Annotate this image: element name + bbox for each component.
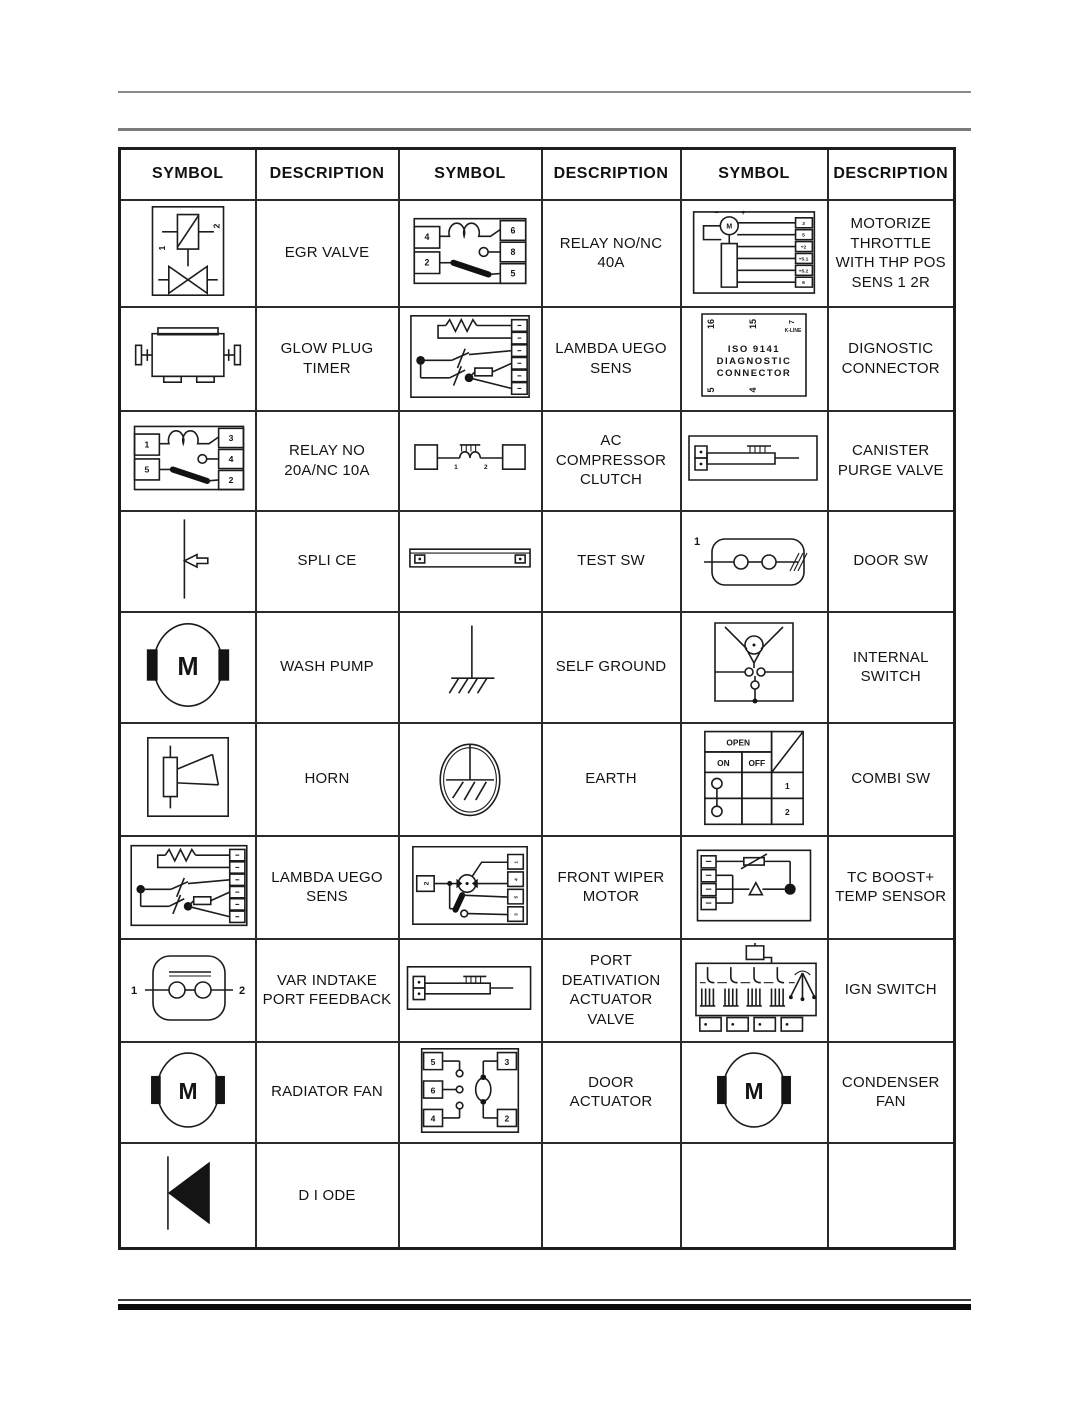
svg-text:+: + — [741, 209, 746, 217]
description-cell: EGR VALVE — [256, 200, 399, 307]
tc-boost-temp-sensor-icon — [687, 841, 821, 929]
header-row — [120, 149, 955, 200]
description-cell: SPLI CE — [256, 511, 399, 612]
egr-valve-icon — [129, 203, 247, 299]
combi-switch-icon — [693, 726, 815, 828]
description-cell: CONDENSER FAN — [828, 1042, 955, 1143]
svg-text:5: 5 — [144, 464, 150, 475]
svg-text:1: 1 — [693, 535, 700, 548]
table-row — [120, 836, 955, 939]
relay-no-20a-nc-10a-icon — [125, 415, 253, 501]
self-ground-icon — [420, 618, 520, 712]
description-cell: INTERNAL SWITCH — [828, 612, 955, 723]
svg-text:1: 1 — [454, 464, 458, 472]
iso-9141-diagnostic-connector-icon — [693, 310, 815, 402]
description-cell: DIGNOSTIC CONNECTOR — [828, 307, 955, 411]
top-rule-thick — [118, 128, 971, 131]
table-row — [120, 612, 955, 723]
svg-text:2: 2 — [484, 464, 488, 472]
svg-text:2: 2 — [424, 257, 430, 268]
svg-text:4: 4 — [228, 453, 234, 464]
table-row — [120, 1143, 955, 1249]
glow-plug-timer-icon — [125, 312, 251, 400]
svg-text:4: 4 — [430, 1113, 436, 1124]
ignition-switch-icon — [686, 942, 826, 1034]
svg-text:4: 4 — [748, 387, 758, 393]
canister-purge-valve-icon — [687, 432, 821, 484]
description-cell: LAMBDA UEGO SENS — [542, 307, 681, 411]
description-cell: DOOR ACTUATOR — [542, 1042, 681, 1143]
svg-text:3: 3 — [802, 221, 805, 227]
horn-icon — [130, 728, 246, 826]
description-cell: HORN — [256, 723, 399, 836]
empty-cell — [681, 1143, 828, 1249]
svg-text:+5.2: +5.2 — [798, 268, 809, 274]
description-cell: DOOR SW — [828, 511, 955, 612]
svg-text:8: 8 — [510, 246, 516, 257]
table-row — [120, 939, 955, 1042]
svg-text:2: 2 — [211, 223, 222, 228]
description-cell: EARTH — [542, 723, 681, 836]
svg-text:2: 2 — [228, 474, 234, 485]
svg-text:6: 6 — [510, 224, 516, 235]
empty-cell — [828, 1143, 955, 1249]
description-cell: LAMBDA UEGO SENS — [256, 836, 399, 939]
table-row — [120, 307, 955, 411]
svg-text:−: − — [714, 209, 719, 217]
svg-text:1: 1 — [514, 860, 520, 864]
svg-text:3: 3 — [504, 1056, 510, 1067]
internal-switch-icon — [696, 615, 812, 715]
svg-text:16: 16 — [706, 318, 716, 330]
description-cell: IGN SWITCH — [828, 939, 955, 1042]
symbol-legend-table — [118, 147, 956, 1250]
ac-compressor-clutch-icon — [406, 430, 534, 486]
svg-text:M: M — [178, 1077, 198, 1104]
lambda-uego-sensor-icon — [125, 840, 253, 930]
svg-text:5: 5 — [514, 895, 520, 898]
description-cell: MOTORIZE THROTTLE WITH THP POS SENS 1 2R — [828, 200, 955, 307]
svg-text:ON: ON — [717, 757, 730, 768]
svg-text:1: 1 — [131, 984, 138, 997]
header-symbol-1: SYMBOL — [120, 149, 256, 200]
table-row — [120, 411, 955, 511]
svg-text:5: 5 — [510, 267, 516, 278]
port-deactivation-actuator-valve-icon — [405, 963, 535, 1013]
test-switch-icon — [406, 541, 534, 577]
svg-text:5: 5 — [706, 387, 716, 393]
bottom-rule-thick — [118, 1304, 971, 1310]
svg-text:4: 4 — [424, 231, 430, 242]
description-cell: FRONT WIPER MOTOR — [542, 836, 681, 939]
description-cell: RELAY NO 20A/NC 10A — [256, 411, 399, 511]
svg-text:1: 1 — [785, 780, 790, 791]
svg-text:3: 3 — [228, 432, 234, 443]
description-cell: GLOW PLUG TIMER — [256, 307, 399, 411]
door-actuator-icon — [408, 1045, 532, 1135]
svg-text:6: 6 — [802, 280, 805, 286]
svg-text:2: 2 — [504, 1113, 510, 1124]
svg-text:OPEN: OPEN — [726, 736, 751, 747]
door-switch-icon — [686, 519, 826, 599]
svg-text:1: 1 — [144, 439, 150, 450]
radiator-fan-motor-icon — [138, 1046, 238, 1134]
header-description-1: DESCRIPTION — [256, 149, 399, 200]
svg-text:OFF: OFF — [748, 757, 766, 768]
svg-text:+5.1: +5.1 — [798, 256, 809, 262]
svg-text:2: 2 — [423, 881, 431, 885]
lambda-uego-sensor-icon — [404, 310, 536, 402]
top-rule-thin — [118, 91, 971, 93]
diode-icon — [140, 1146, 236, 1240]
description-cell: RELAY NO/NC 40A — [542, 200, 681, 307]
svg-text:M: M — [177, 652, 199, 681]
relay-no-nc-40a-icon — [406, 207, 534, 295]
table-row — [120, 511, 955, 612]
splice-icon — [158, 514, 218, 604]
svg-text:2: 2 — [785, 806, 790, 817]
svg-text:DIAGNOSTIC: DIAGNOSTIC — [716, 356, 792, 367]
description-cell: AC COMPRESSOR CLUTCH — [542, 411, 681, 511]
motorized-throttle-icon — [688, 204, 820, 298]
var-intake-port-feedback-icon — [125, 948, 255, 1028]
table-row — [120, 723, 955, 836]
svg-text:2: 2 — [239, 984, 246, 997]
svg-text:M: M — [726, 223, 733, 231]
front-wiper-motor-icon — [406, 839, 534, 931]
table-row — [120, 200, 955, 307]
svg-text:5: 5 — [802, 233, 805, 239]
svg-text:CONNECTOR: CONNECTOR — [716, 368, 792, 379]
description-cell: CANISTER PURGE VALVE — [828, 411, 955, 511]
description-cell: TC BOOST+ TEMP SENSOR — [828, 836, 955, 939]
svg-text:K-LINE: K-LINE — [784, 328, 802, 334]
svg-text:15: 15 — [748, 318, 758, 330]
earth-icon — [420, 729, 520, 825]
description-cell: TEST SW — [542, 511, 681, 612]
description-cell: WASH PUMP — [256, 612, 399, 723]
svg-text:+2: +2 — [800, 245, 807, 251]
description-cell: PORT DEATIVATION ACTUATOR VALVE — [542, 939, 681, 1042]
description-cell: COMBI SW — [828, 723, 955, 836]
bottom-rule-thin — [118, 1299, 971, 1301]
description-cell: RADIATOR FAN — [256, 1042, 399, 1143]
header-description-2: DESCRIPTION — [542, 149, 681, 200]
svg-text:6: 6 — [430, 1084, 436, 1095]
svg-text:1: 1 — [156, 245, 167, 251]
svg-text:7: 7 — [789, 320, 796, 324]
header-description-3: DESCRIPTION — [828, 149, 955, 200]
svg-text:3: 3 — [514, 912, 520, 916]
header-symbol-3: SYMBOL — [681, 149, 828, 200]
table-row — [120, 1042, 955, 1143]
description-cell: D I ODE — [256, 1143, 399, 1249]
empty-cell — [399, 1143, 542, 1249]
header-symbol-2: SYMBOL — [399, 149, 542, 200]
wash-pump-motor-icon — [132, 616, 244, 714]
empty-cell — [542, 1143, 681, 1249]
condenser-fan-motor-icon — [704, 1046, 804, 1134]
description-cell: VAR INDTAKE PORT FEEDBACK — [256, 939, 399, 1042]
svg-text:M: M — [744, 1077, 764, 1104]
svg-text:5: 5 — [430, 1056, 436, 1067]
svg-text:4: 4 — [514, 877, 520, 881]
description-cell: SELF GROUND — [542, 612, 681, 723]
svg-text:ISO 9141: ISO 9141 — [727, 344, 781, 355]
